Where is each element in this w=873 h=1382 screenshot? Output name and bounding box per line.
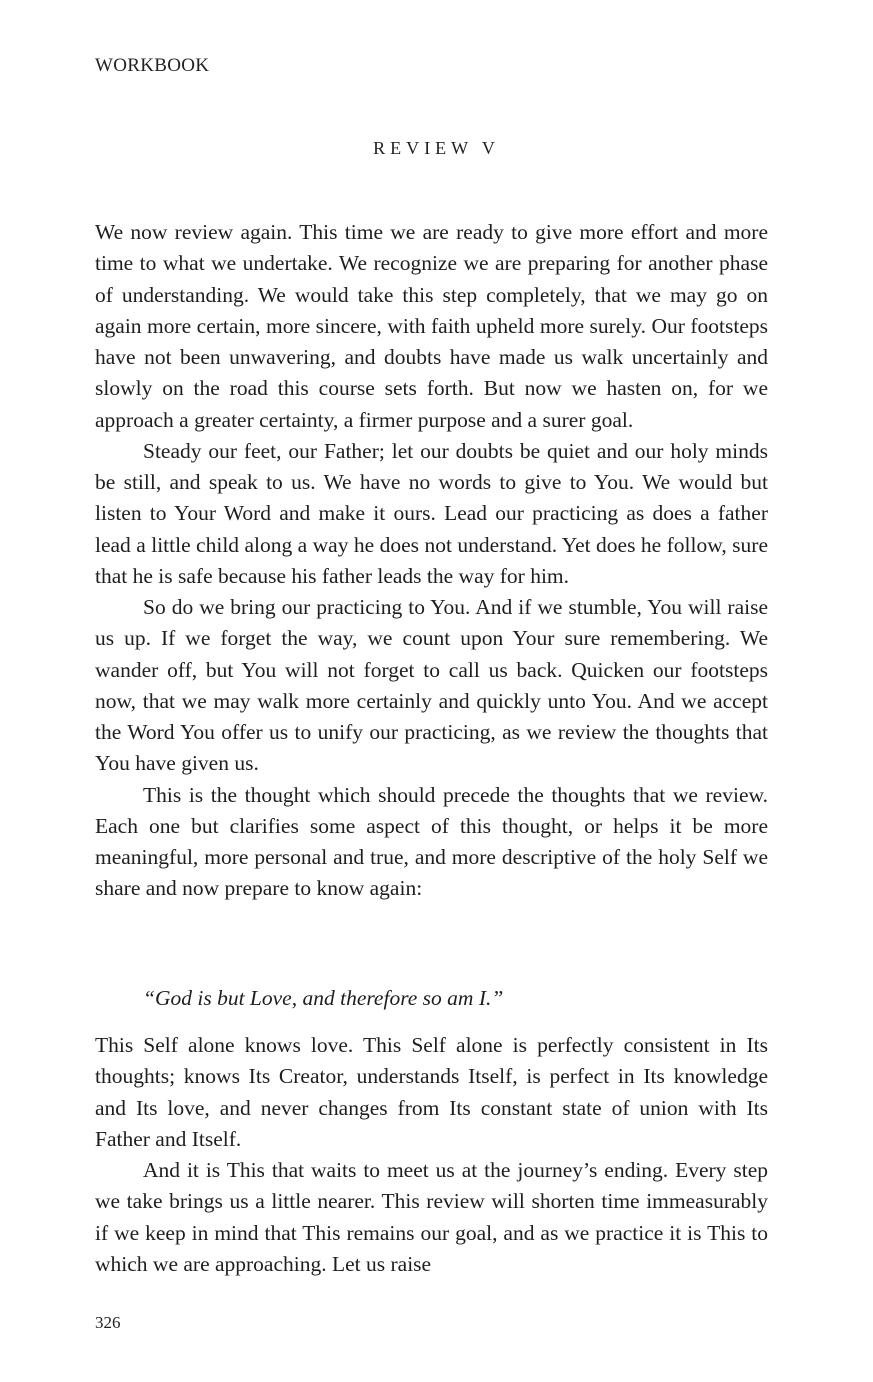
paragraph: This Self alone knows love. This Self alone is perfectly consistent in Its thoughts; knows Its Creator, understands Itself, is perfect in Its knowledge and Its love, and never changes from Its constant state of union with Its Father and Itself.	[95, 1033, 768, 1151]
paragraph: We now review again. This time we are ready to give more effort and more time to what we undertake. We recognize we are preparing for another phase of understanding. We would take this step completely, that we may go on again more certain, more sincere, with faith upheld more surely. Our footsteps have not been unwavering, and doubts have made us walk uncertainly and slowly on the road this course sets forth. But now we hasten on, for we approach a greater certainty, a firmer purpose and a surer goal.	[95, 220, 768, 432]
running-head: WORKBOOK	[95, 55, 210, 76]
central-thought-quote: “God is but Love, and therefore so am I.”	[143, 986, 504, 1010]
page-number: 326	[95, 1313, 121, 1332]
paragraph: So do we bring our practicing to You. And if we stumble, You will raise us up. If we forget the way, we count upon Your sure remembering. We wander off, but You will not forget to call us back. Quicken our footsteps now, that we may walk more certainly and quickly unto You. And we accept the Word You offer us to unify our practicing, as we review the thoughts that You have given us.	[95, 595, 768, 776]
body-text-before-quote	[95, 217, 768, 905]
paragraph: And it is This that waits to meet us at the journey’s ending. Every step we take brings us a little nearer. This review will shorten time immeasurably if we keep in mind that This remains our goal, and as we practice it is This to which we are approaching. Let us raise	[95, 1158, 768, 1276]
body-text-after-quote	[95, 1030, 768, 1280]
paragraph: Steady our feet, our Father; let our doubts be quiet and our holy minds be still, and speak to us. We have no words to give to You. We would but listen to Your Word and make it ours. Lead our practicing as does a father lead a little child along a way he does not understand. Yet does he follow, sure that he is safe because his father leads the way for him.	[95, 438, 768, 588]
section-title: REVIEW V	[373, 138, 500, 158]
paragraph: This is the thought which should precede the thoughts that we review. Each one but clarifies some aspect of this thought, or helps it be more meaningful, more personal and true, and more descriptive of the holy Self we share and now prepare to know again:	[95, 782, 768, 901]
